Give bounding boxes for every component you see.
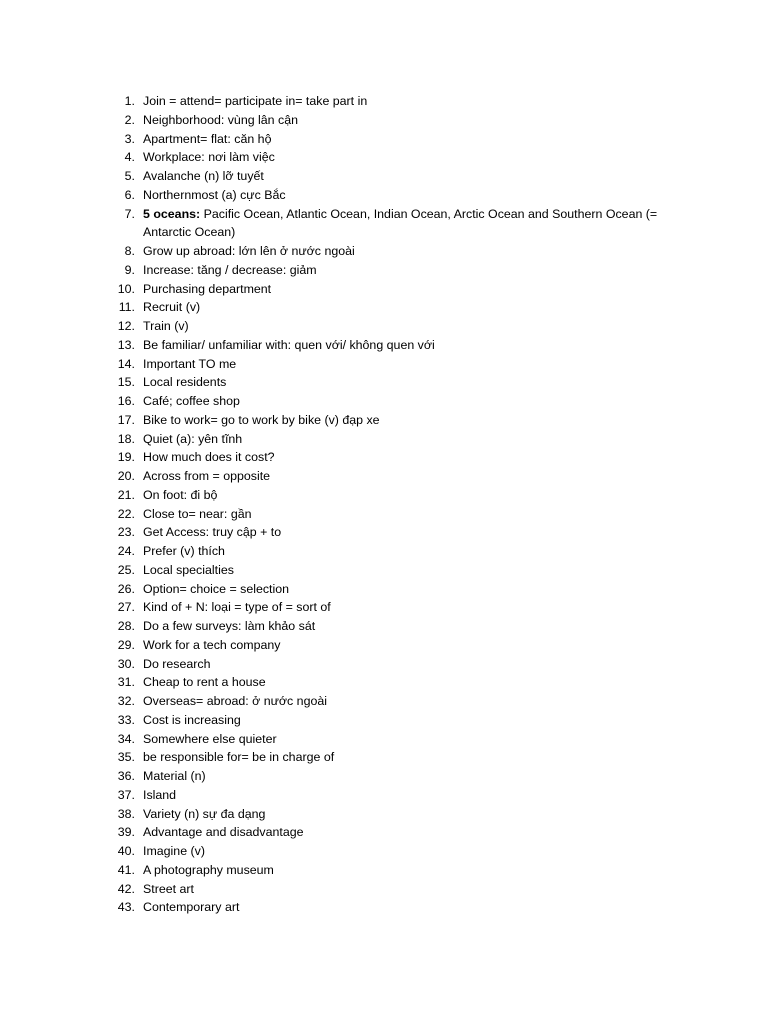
list-item-number: 15.	[117, 375, 135, 390]
list-item	[108, 786, 668, 805]
list-item-text	[143, 730, 668, 749]
list-item-text	[143, 561, 668, 580]
list-item-number: 2.	[124, 112, 135, 127]
list-item-content: Neighborhood: vùng lân cận	[143, 112, 298, 127]
list-item	[108, 767, 668, 786]
list-item	[108, 692, 668, 711]
list-item	[108, 823, 668, 842]
list-item-content: Kind of + N: loại = type of = sort of	[143, 600, 331, 615]
list-item-text	[143, 655, 668, 674]
list-item-text	[143, 130, 668, 149]
list-item-text	[143, 523, 668, 542]
list-item-number: 35.	[117, 750, 135, 765]
list-item-content: Purchasing department	[143, 281, 272, 296]
list-item-number: 40.	[117, 844, 135, 858]
list-item-number: 22.	[117, 506, 135, 521]
list-item-text	[143, 767, 668, 786]
list-item-number: 21.	[117, 487, 135, 502]
list-item-number: 42.	[117, 881, 135, 896]
list-item-number: 19.	[117, 450, 135, 465]
list-item-text	[143, 580, 668, 599]
vocabulary-list	[108, 92, 668, 917]
list-item-content: Local residents	[143, 375, 227, 390]
list-item	[108, 148, 668, 167]
list-item	[108, 392, 668, 411]
list-item	[108, 711, 668, 730]
list-item	[108, 205, 668, 243]
list-item-content: Island	[143, 787, 177, 802]
list-item-text	[143, 823, 668, 842]
list-item-number: 1.	[124, 94, 135, 108]
list-item-number: 25.	[117, 562, 135, 577]
list-item-content: Pacific Ocean, Atlantic Ocean, Indian Ocean, Arctic Ocean and Southern Ocean (= Antarctic Ocean)	[143, 206, 658, 240]
list-item-number: 5.	[124, 169, 135, 183]
list-item	[108, 298, 668, 317]
list-item-content: Advantage and disadvantage	[143, 825, 304, 840]
list-item-number: 20.	[117, 469, 135, 483]
list-item-number: 16.	[117, 394, 135, 408]
list-item	[108, 261, 668, 280]
list-item	[108, 111, 668, 130]
list-item-text	[143, 617, 668, 636]
list-item	[108, 242, 668, 261]
list-item-text	[143, 542, 668, 561]
list-item-content: Workplace: nơi làm việc	[143, 150, 275, 165]
list-item	[108, 617, 668, 636]
list-item-text	[143, 355, 668, 374]
list-item-text	[143, 392, 668, 411]
list-item-text	[143, 692, 668, 711]
list-item-content: Café; coffee shop	[143, 394, 240, 408]
list-item-text	[143, 805, 668, 824]
list-item-text	[143, 111, 668, 130]
list-item	[108, 317, 668, 336]
list-item	[108, 336, 668, 355]
list-item-text	[143, 467, 668, 486]
list-item	[108, 448, 668, 467]
list-item-text	[143, 786, 668, 805]
list-item-content: Recruit (v)	[143, 300, 201, 315]
list-item-text	[143, 92, 668, 111]
list-item-text	[143, 430, 668, 449]
list-item-text	[143, 711, 668, 730]
list-item-number: 33.	[117, 712, 135, 727]
list-item-content: Northernmost (a) cực Bắc	[143, 187, 286, 202]
list-item-number: 43.	[117, 900, 135, 915]
list-item-content: Street art	[143, 881, 194, 896]
list-item	[108, 280, 668, 299]
list-item-content: Be familiar/ unfamiliar with: quen với/ không quen với	[143, 337, 435, 352]
list-item-number: 17.	[117, 412, 135, 427]
list-item-text	[143, 186, 668, 205]
list-item-content: Get Access: truy cập + to	[143, 525, 282, 540]
list-item-content: Quiet (a): yên tĩnh	[143, 431, 243, 446]
list-item-number: 10.	[117, 281, 135, 296]
list-item-content: Variety (n) sự đa dạng	[143, 806, 266, 821]
list-item-text	[143, 148, 668, 167]
list-item-bold-label: 5 oceans:	[143, 206, 201, 221]
list-item-number: 7.	[124, 206, 135, 221]
list-item-number: 36.	[117, 769, 135, 783]
list-item-number: 24.	[117, 544, 135, 558]
list-item-content: Across from = opposite	[143, 469, 271, 483]
list-item-number: 12.	[117, 319, 135, 333]
list-item	[108, 430, 668, 449]
list-item	[108, 598, 668, 617]
list-item-text	[143, 636, 668, 655]
list-item-content: Overseas= abroad: ở nước ngoài	[143, 694, 328, 708]
list-item	[108, 805, 668, 824]
list-item-text	[143, 280, 668, 299]
list-item-number: 3.	[124, 131, 135, 146]
list-item-number: 41.	[117, 862, 135, 877]
list-item-text	[143, 898, 668, 917]
list-item-text	[143, 598, 668, 617]
list-item	[108, 523, 668, 542]
list-item-number: 14.	[117, 356, 135, 371]
list-item	[108, 542, 668, 561]
list-item-number: 31.	[117, 675, 135, 690]
list-item-number: 32.	[117, 694, 135, 708]
list-item	[108, 898, 668, 917]
list-item-content: Close to= near: gần	[143, 506, 252, 521]
list-item-text	[143, 336, 668, 355]
list-item	[108, 411, 668, 430]
list-item-text	[143, 842, 668, 861]
list-item-text	[143, 673, 668, 692]
list-item-number: 6.	[124, 187, 135, 202]
list-item-content: Train (v)	[143, 319, 189, 333]
list-item-number: 4.	[124, 150, 135, 165]
list-item-content: How much does it cost?	[143, 450, 275, 465]
list-item-text	[143, 261, 668, 280]
list-item-number: 37.	[117, 787, 135, 802]
list-item-number: 26.	[117, 581, 135, 596]
list-item	[108, 373, 668, 392]
list-item	[108, 467, 668, 486]
list-item	[108, 505, 668, 524]
list-item	[108, 880, 668, 899]
list-item	[108, 861, 668, 880]
list-item-text	[143, 880, 668, 899]
list-item-number: 23.	[117, 525, 135, 540]
list-item-content: Option= choice = selection	[143, 581, 290, 596]
list-item	[108, 655, 668, 674]
list-item-text	[143, 448, 668, 467]
list-item-number: 13.	[117, 337, 135, 352]
list-item-content: Grow up abroad: lớn lên ở nước ngoài	[143, 244, 355, 258]
list-item	[108, 92, 668, 111]
list-item-text	[143, 205, 668, 243]
list-item-content: Bike to work= go to work by bike (v) đạp xe	[143, 412, 380, 427]
list-item	[108, 167, 668, 186]
list-item-number: 8.	[124, 244, 135, 258]
list-item-content: Cheap to rent a house	[143, 675, 266, 690]
list-item-text	[143, 373, 668, 392]
list-item-number: 38.	[117, 806, 135, 821]
list-item-number: 11.	[118, 300, 135, 315]
list-item	[108, 355, 668, 374]
list-item-content: Avalanche (n) lỡ tuyết	[143, 169, 264, 183]
list-item-number: 28.	[117, 619, 135, 633]
list-item-content: Contemporary art	[143, 900, 240, 915]
list-item-number: 9.	[124, 262, 135, 277]
list-item-content: Do a few surveys: làm khảo sát	[143, 619, 316, 633]
list-item-content: Local specialties	[143, 562, 234, 577]
list-item-content: be responsible for= be in charge of	[143, 750, 335, 765]
list-item-number: 39.	[117, 825, 135, 840]
list-item-content: Do research	[143, 656, 211, 671]
list-item	[108, 842, 668, 861]
list-item-text	[143, 317, 668, 336]
list-item-content: Cost is increasing	[143, 712, 241, 727]
list-item-content: A photography museum	[143, 862, 274, 877]
list-item-content: Material (n)	[143, 769, 206, 783]
list-item-text	[143, 411, 668, 430]
list-item-content: Important TO me	[143, 356, 237, 371]
list-item-text	[143, 861, 668, 880]
list-item	[108, 186, 668, 205]
list-item-content: On foot: đi bộ	[143, 487, 218, 502]
list-item-number: 18.	[117, 431, 135, 446]
list-item-text	[143, 748, 668, 767]
list-item	[108, 748, 668, 767]
list-item	[108, 561, 668, 580]
list-item	[108, 730, 668, 749]
list-item-content: Increase: tăng / decrease: giảm	[143, 262, 317, 277]
list-item-text	[143, 298, 668, 317]
list-item-content: Somewhere else quieter	[143, 731, 277, 746]
list-item-number: 27.	[117, 600, 135, 615]
list-item-text	[143, 486, 668, 505]
list-item-text	[143, 505, 668, 524]
list-item	[108, 130, 668, 149]
list-item-content: Imagine (v)	[143, 844, 205, 858]
list-item	[108, 580, 668, 599]
list-item-number: 29.	[117, 637, 135, 652]
list-item-text	[143, 242, 668, 261]
list-item	[108, 486, 668, 505]
list-item-content: Prefer (v) thích	[143, 544, 225, 558]
list-item-text	[143, 167, 668, 186]
list-item-number: 30.	[117, 656, 135, 671]
list-item-content: Apartment= flat: căn hộ	[143, 131, 272, 146]
list-item	[108, 636, 668, 655]
list-item	[108, 673, 668, 692]
list-item-content: Join = attend= participate in= take part in	[143, 94, 368, 108]
list-item-content: Work for a tech company	[143, 637, 281, 652]
list-item-number: 34.	[117, 731, 135, 746]
